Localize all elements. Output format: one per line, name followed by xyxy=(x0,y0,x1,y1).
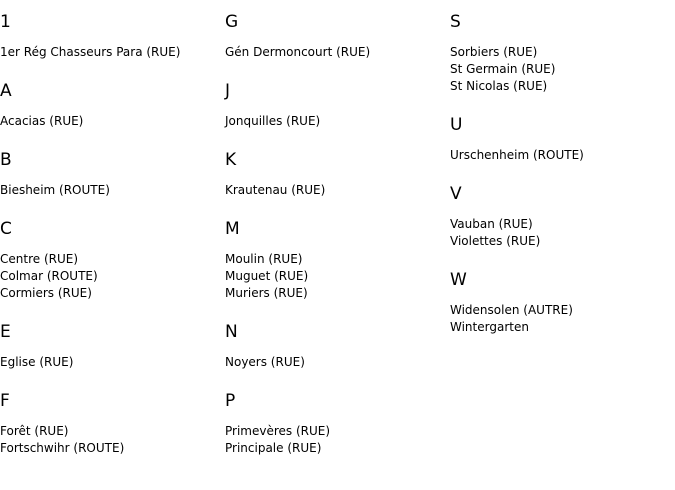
letter-heading: N xyxy=(225,322,238,342)
letter-section-p xyxy=(225,391,445,457)
letter-section-k xyxy=(225,150,445,199)
street-link-urschenheim-route[interactable]: Urschenheim (ROUTE) xyxy=(450,148,584,162)
street-link-st-nicolas-rue[interactable]: St Nicolas (RUE) xyxy=(450,79,548,93)
street-link-1er-reg-chasseurs-para-rue[interactable]: 1er Rég Chasseurs Para (RUE) xyxy=(0,45,181,59)
street-list xyxy=(450,147,670,164)
street-list xyxy=(0,423,220,457)
letter-section-b xyxy=(0,150,220,199)
letter-heading: V xyxy=(450,184,462,204)
letter-heading: 1 xyxy=(0,12,11,32)
letter-section-f xyxy=(0,391,220,457)
street-list xyxy=(225,251,445,302)
street-link-wintergarten[interactable]: Wintergarten xyxy=(450,320,529,334)
street-link-noyers-rue[interactable]: Noyers (RUE) xyxy=(225,355,305,369)
street-link-centre-rue[interactable]: Centre (RUE) xyxy=(0,252,79,266)
letter-section-j xyxy=(225,81,445,130)
letter-section-u xyxy=(450,115,670,164)
letter-heading: U xyxy=(450,115,463,135)
letter-heading: W xyxy=(450,270,467,290)
street-link-colmar-route[interactable]: Colmar (ROUTE) xyxy=(0,269,98,283)
street-list xyxy=(225,354,445,371)
letter-heading: C xyxy=(0,219,12,239)
index-column xyxy=(450,12,670,356)
street-list xyxy=(0,354,220,371)
street-link-muguet-rue[interactable]: Muguet (RUE) xyxy=(225,269,309,283)
street-list xyxy=(225,113,445,130)
street-list xyxy=(0,251,220,302)
street-list xyxy=(225,44,445,61)
street-link-gen-dermoncourt-rue[interactable]: Gén Dermoncourt (RUE) xyxy=(225,45,371,59)
street-link-moulin-rue[interactable]: Moulin (RUE) xyxy=(225,252,303,266)
street-link-primeveres-rue[interactable]: Primevères (RUE) xyxy=(225,424,331,438)
letter-heading: S xyxy=(450,12,461,32)
street-list xyxy=(0,113,220,130)
letter-heading: J xyxy=(225,81,231,101)
letter-heading: P xyxy=(225,391,236,411)
street-list xyxy=(450,216,670,250)
letter-section-e xyxy=(0,322,220,371)
letter-section-n xyxy=(225,322,445,371)
letter-section-v xyxy=(450,184,670,250)
index-column xyxy=(225,12,445,477)
street-link-foret-rue[interactable]: Forêt (RUE) xyxy=(0,424,69,438)
street-link-muriers-rue[interactable]: Muriers (RUE) xyxy=(225,286,308,300)
letter-heading: G xyxy=(225,12,239,32)
letter-heading: A xyxy=(0,81,12,101)
letter-section-c xyxy=(0,219,220,302)
letter-section-w xyxy=(450,270,670,336)
index-column xyxy=(0,12,220,477)
street-link-fortschwihr-route[interactable]: Fortschwihr (ROUTE) xyxy=(0,441,125,455)
street-list xyxy=(0,44,220,61)
letter-section-1 xyxy=(0,12,220,61)
street-list xyxy=(450,44,670,95)
letter-section-s xyxy=(450,12,670,95)
street-link-st-germain-rue[interactable]: St Germain (RUE) xyxy=(450,62,556,76)
street-link-sorbiers-rue[interactable]: Sorbiers (RUE) xyxy=(450,45,538,59)
street-list xyxy=(225,182,445,199)
letter-heading: K xyxy=(225,150,237,170)
street-link-widensolen-autre[interactable]: Widensolen (AUTRE) xyxy=(450,303,573,317)
street-link-acacias-rue[interactable]: Acacias (RUE) xyxy=(0,114,84,128)
street-link-biesheim-route[interactable]: Biesheim (ROUTE) xyxy=(0,183,110,197)
street-link-eglise-rue[interactable]: Eglise (RUE) xyxy=(0,355,74,369)
street-link-krautenau-rue[interactable]: Krautenau (RUE) xyxy=(225,183,326,197)
street-link-cormiers-rue[interactable]: Cormiers (RUE) xyxy=(0,286,92,300)
letter-heading: F xyxy=(0,391,10,411)
letter-section-g xyxy=(225,12,445,61)
letter-heading: E xyxy=(0,322,11,342)
street-link-violettes-rue[interactable]: Violettes (RUE) xyxy=(450,234,541,248)
letter-section-m xyxy=(225,219,445,302)
letter-heading: B xyxy=(0,150,12,170)
street-link-jonquilles-rue[interactable]: Jonquilles (RUE) xyxy=(225,114,321,128)
street-link-principale-rue[interactable]: Principale (RUE) xyxy=(225,441,322,455)
street-list xyxy=(0,182,220,199)
letter-heading: M xyxy=(225,219,240,239)
letter-section-a xyxy=(0,81,220,130)
street-list xyxy=(450,302,670,336)
street-list xyxy=(225,423,445,457)
street-link-vauban-rue[interactable]: Vauban (RUE) xyxy=(450,217,533,231)
